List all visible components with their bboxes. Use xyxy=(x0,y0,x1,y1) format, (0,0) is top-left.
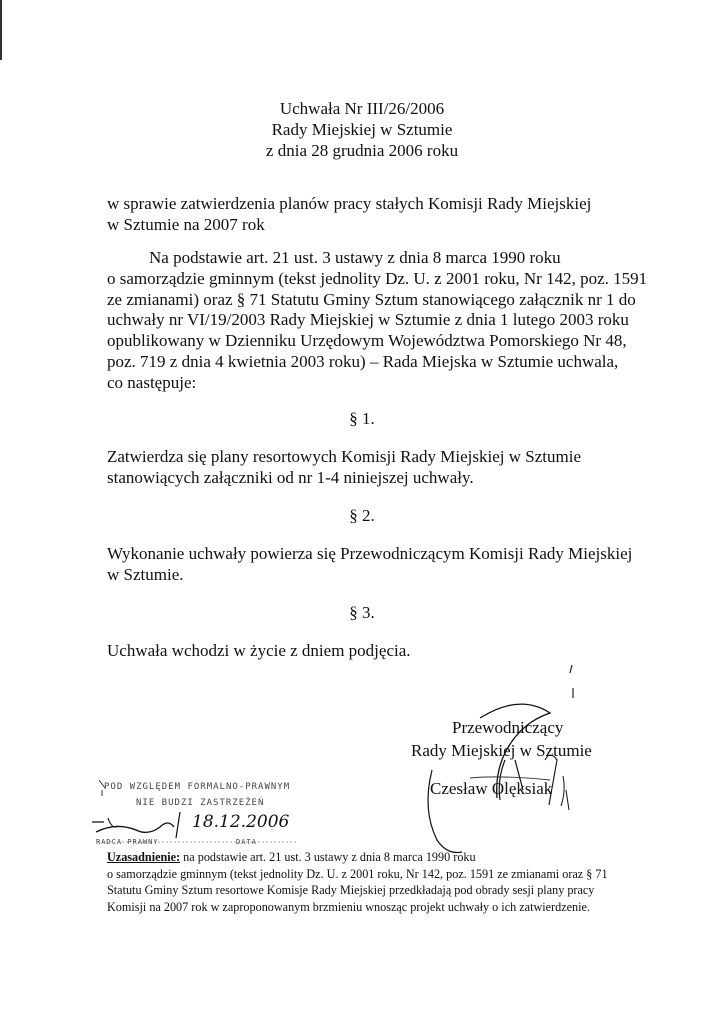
stamp-caption-right: DATA xyxy=(236,838,257,846)
justification-line xyxy=(107,849,608,866)
signature-council: Rady Miejskiej w Sztumie xyxy=(411,741,592,760)
section-mark-2: § 2. xyxy=(349,506,375,525)
basis-line: Na podstawie art. 21 ust. 3 ustawy z dnia 8 marca 1990 roku xyxy=(149,248,561,267)
scan-edge-mark xyxy=(0,0,2,60)
justification-note xyxy=(107,849,608,915)
stamp-line-1: POD WZGLĘDEM FORMALNO-PRAWNYM xyxy=(104,782,291,792)
signature-title: Przewodniczący xyxy=(452,718,564,737)
section-line: Uchwała wchodzi w życie z dniem podjęcia. xyxy=(107,641,411,660)
justification-line: o samorządzie gminnym (tekst jednolity Dz. U. z 2001 roku, Nr 142, poz. 1591 ze zmianami oraz § 71 xyxy=(107,866,608,881)
basis-line: uchwały nr VI/19/2003 Rady Miejskiej w Sztumie z dnia 1 lutego 2003 roku xyxy=(107,310,629,330)
subject-line: w Sztumie na 2007 rok xyxy=(107,215,265,234)
stamp-caption-left: RADCA PRAWNY xyxy=(96,838,159,846)
justification-line: Komisji na 2007 rok w zaproponowanym brzmieniu wnosząc projekt uchwały o ich zatwierdzenie. xyxy=(107,899,590,914)
basis-line: ze zmianami) oraz § 71 Statutu Gminy Sztum stanowiącego załącznik nr 1 do xyxy=(107,289,636,309)
basis-line: o samorządzie gminnym (tekst jednolity Dz. U. z 2001 roku, Nr 142, poz. 1591 xyxy=(107,268,648,288)
stamp-date: 18.12.2006 xyxy=(192,812,290,832)
section-line: Zatwierdza się plany resortowych Komisji Rady Miejskiej w Sztumie xyxy=(107,447,582,466)
section-line: Wykonanie uchwały powierza się Przewodniczącym Komisji Rady Miejskiej xyxy=(107,544,633,563)
basis-line: opublikowany w Dzienniku Urzędowym Województwa Pomorskiego Nr 48, xyxy=(107,331,627,351)
justification-text: na podstawie art. 21 ust. 3 ustawy z dnia 8 marca 1990 roku xyxy=(180,850,476,864)
section-mark-3: § 3. xyxy=(349,603,375,622)
basis-line: co następuje: xyxy=(107,372,197,392)
basis-line: poz. 719 z dnia 4 kwietnia 2003 roku) – Rada Miejska w Sztumie uchwala, xyxy=(107,351,619,371)
resolution-date: z dnia 28 grudnia 2006 roku xyxy=(265,141,459,160)
subject-line: w sprawie zatwierdzenia planów pracy stałych Komisji Rady Miejskiej xyxy=(107,194,592,213)
section-line: stanowiących załączniki od nr 1-4 niniejszej uchwały. xyxy=(107,468,474,487)
signature-name: Czesław Olęksiak xyxy=(430,779,553,798)
section-mark-1: § 1. xyxy=(349,409,375,428)
justification-label: Uzasadnienie: xyxy=(107,850,181,864)
justification-line: Statutu Gminy Sztum resortowe Komisje Rady Miejskiej przedkładają pod obrady sesji plany pracy xyxy=(107,883,595,897)
council-name: Rady Miejskiej w Sztumie xyxy=(271,120,453,139)
resolution-number: Uchwała Nr III/26/2006 xyxy=(279,99,445,118)
stamp-line-2: NIE BUDZI ZASTRZEŻEŃ xyxy=(136,798,265,808)
section-line: w Sztumie. xyxy=(107,565,184,584)
